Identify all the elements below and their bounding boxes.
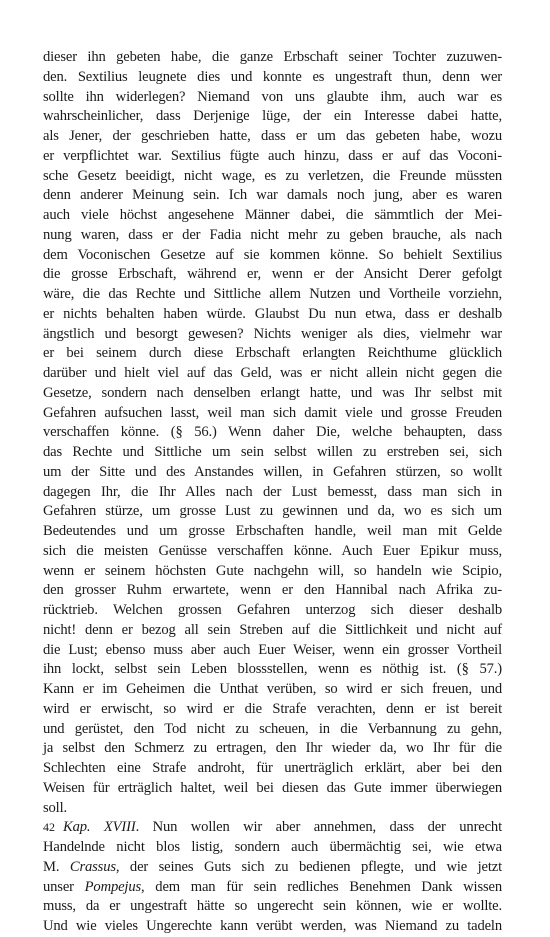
text-line xyxy=(43,107,502,127)
text-line xyxy=(43,739,502,759)
text-segment: sich die meisten Genüsse verschaffen könne. Auch Euer Epikur muss, xyxy=(43,542,502,559)
text-segment: wahrscheinlicher, dass Derjenige lüge, der ein Interesse dabei hatte, xyxy=(43,108,502,125)
text-line xyxy=(43,601,502,621)
text-segment: denn anderer Meinung sein. Ich war damals noch jung, aber es waren xyxy=(43,187,502,204)
italic-text: Crassus xyxy=(69,858,116,875)
body-text xyxy=(43,48,502,937)
text-line xyxy=(43,246,502,266)
text-segment: auch viele höchst angesehene Männer dabei, die sämmtlich der Mei- xyxy=(43,207,502,223)
text-segment: wenn er seinem höchsten Gute nachgehn will, so handeln wie Scipio, xyxy=(43,562,502,579)
text-line xyxy=(43,344,502,364)
text-line xyxy=(43,502,502,522)
text-line xyxy=(43,265,502,285)
text-segment: soll. xyxy=(43,799,67,816)
text-segment: sollte ihn widerlegen? Niemand von uns glaubte ihm, auch war es xyxy=(43,88,502,105)
text-segment: wäre, die das Rechte und Sittliche allem Nutzen und Vortheile vorziehn, xyxy=(43,286,502,302)
text-line xyxy=(43,443,502,463)
text-segment: Weisen für erträglich haltet, weil bei diesen das Gute immer überwiegen xyxy=(43,779,502,796)
text-line xyxy=(43,127,502,147)
text-line xyxy=(43,542,502,562)
text-line xyxy=(43,897,502,917)
text-line xyxy=(43,48,502,68)
text-segment: M. xyxy=(43,858,70,875)
text-line xyxy=(43,463,502,483)
text-line xyxy=(43,858,502,878)
text-segment: , der seines Guts sich zu bedienen pflegte, und wie jetzt xyxy=(115,858,502,875)
text-segment: Kann er im Geheimen die Unthat verüben, so wird er sich freuen, und xyxy=(43,681,502,697)
text-segment: muss, da er ungestraft hätte so ungerecht sein können, wie er wollte. xyxy=(43,898,502,915)
text-segment: Gefahren stürze, um grosse Lust zu gewinnen und da, wo es sich um xyxy=(43,503,502,520)
italic-text: Kap. XVIII xyxy=(63,819,136,836)
italic-text: Pompejus xyxy=(84,878,142,895)
text-segment: wird er erwischt, so wird er die Strafe verachten, denn er ist bereit xyxy=(43,700,502,717)
text-segment: nicht! denn er bezog all sein Streben auf die Sittlichkeit und nicht auf xyxy=(43,621,502,638)
text-segment: Schlechten eine Strafe androht, für unerträglich erklärt, aber bei den xyxy=(43,760,502,776)
text-line xyxy=(43,522,502,542)
text-segment: die grosse Erbschaft, während er, wenn er der Ansicht Derer gefolgt xyxy=(43,266,502,283)
text-line xyxy=(43,660,502,680)
text-segment: dagegen Ihr, die Ihr Alles nach der Lust bemesst, dass man sich in xyxy=(43,483,502,500)
text-segment: und gerüstet, den Tod nicht zu scheuen, in die Verbannung zu gehn, xyxy=(43,720,502,737)
text-segment: ängstlich und besorgt gewesen? Nichts weniger als dies, vielmehr war xyxy=(43,325,502,342)
text-segment: das Rechte und Sittliche um sein selbst willen zu erstreben sei, sich xyxy=(43,444,502,460)
text-line xyxy=(43,423,502,443)
text-line xyxy=(43,878,502,898)
text-segment: , dem man für sein redliches Benehmen Dank wissen xyxy=(141,878,502,895)
text-line xyxy=(43,68,502,88)
text-segment: sche Gesetz beeidigt, nicht wage, es zu verletzen, die Freunde müssten xyxy=(43,167,502,184)
page-number: 42 xyxy=(43,820,55,834)
text-line xyxy=(43,838,502,858)
text-line xyxy=(43,226,502,246)
text-line xyxy=(43,917,502,937)
text-segment: nung waren, dass er der Fadia nicht mehr zu geben brauche, als nach xyxy=(43,226,502,243)
text-line xyxy=(43,167,502,187)
text-segment: . Nun wollen wir aber annehmen, dass der unrecht xyxy=(135,819,502,836)
text-line xyxy=(43,680,502,700)
text-segment: den grosser Ruhm erwartete, wenn er den Hannibal nach Afrika zu- xyxy=(43,582,502,599)
text-line xyxy=(43,186,502,206)
text-line xyxy=(43,206,502,226)
text-segment: er bei seinem durch diese Erbschaft erlangten Reichthume glücklich xyxy=(43,345,502,362)
text-segment: Und wie vieles Ungerechte kann verübt werden, was Niemand zu tadeln xyxy=(43,918,502,934)
text-segment: um der Sitte und des Anstandes willen, in Gefahren stürzen, so wollt xyxy=(43,463,502,480)
text-line xyxy=(43,799,502,819)
text-segment: als Jener, der geschrieben hatte, dass er um das gebeten habe, wozu xyxy=(43,128,502,144)
text-segment: verschaffen könne. (§ 56.) Wenn daher Die, welche behaupten, dass xyxy=(43,424,502,441)
text-line xyxy=(43,700,502,720)
text-line xyxy=(43,364,502,384)
text-segment: Gesetze, sondern nach denselben erlangt hatte, und was Ihr selbst mit xyxy=(43,384,502,401)
text-segment: dem Voconischen Gesetze auf sie kommen könne. So behielt Sextilius xyxy=(43,246,502,263)
text-line xyxy=(43,483,502,503)
text-segment: Bedeutendes und um grosse Erbschaften handle, weil man mit Gelde xyxy=(43,523,502,539)
text-line xyxy=(43,404,502,424)
text-line xyxy=(43,147,502,167)
text-segment: er verpflichtet war. Sextilius fügte auch hinzu, dass er auf das Voconi- xyxy=(43,147,502,164)
text-line xyxy=(43,88,502,108)
text-segment: die Lust; ebenso muss aber auch Euer Weiser, wenn ein grosser Vortheil xyxy=(43,641,502,658)
text-segment: ja selbst den Schmerz zu ertragen, den Ihr wieder da, wo Ihr für die xyxy=(43,740,502,757)
text-line xyxy=(43,581,502,601)
text-line xyxy=(43,562,502,582)
text-line xyxy=(43,305,502,325)
text-segment: darüber und hielt viel auf das Geld, was er nicht allein nicht gegen die xyxy=(43,365,502,381)
text-segment: ihn lockt, selbst sein Leben blossstellen, wenn es nöthig ist. (§ 57.) xyxy=(43,661,502,678)
text-segment: Gefahren aufsuchen lasst, weil man sich damit viele und grosse Freuden xyxy=(43,404,502,421)
text-line xyxy=(43,759,502,779)
text-line xyxy=(43,720,502,740)
text-segment: Handelnde nicht blos listig, sondern auch übermächtig sei, wie etwa xyxy=(43,839,502,855)
text-segment: rücktrieb. Welchen grossen Gefahren unterzog sich dieser deshalb xyxy=(43,602,502,618)
text-line xyxy=(43,384,502,404)
text-line xyxy=(43,779,502,799)
text-line xyxy=(43,621,502,641)
text-segment: dieser ihn gebeten habe, die ganze Erbschaft seiner Tochter zuzuwen- xyxy=(43,49,502,65)
text-line xyxy=(43,285,502,305)
text-line xyxy=(43,325,502,345)
text-segment: er nichts behalten haben würde. Glaubst Du nun etwa, dass er deshalb xyxy=(43,305,502,322)
text-segment: unser xyxy=(43,878,85,895)
text-segment: den. Sextilius leugnete dies und konnte es ungestraft thun, denn wer xyxy=(43,68,502,85)
text-line xyxy=(43,641,502,661)
text-line xyxy=(43,818,502,838)
